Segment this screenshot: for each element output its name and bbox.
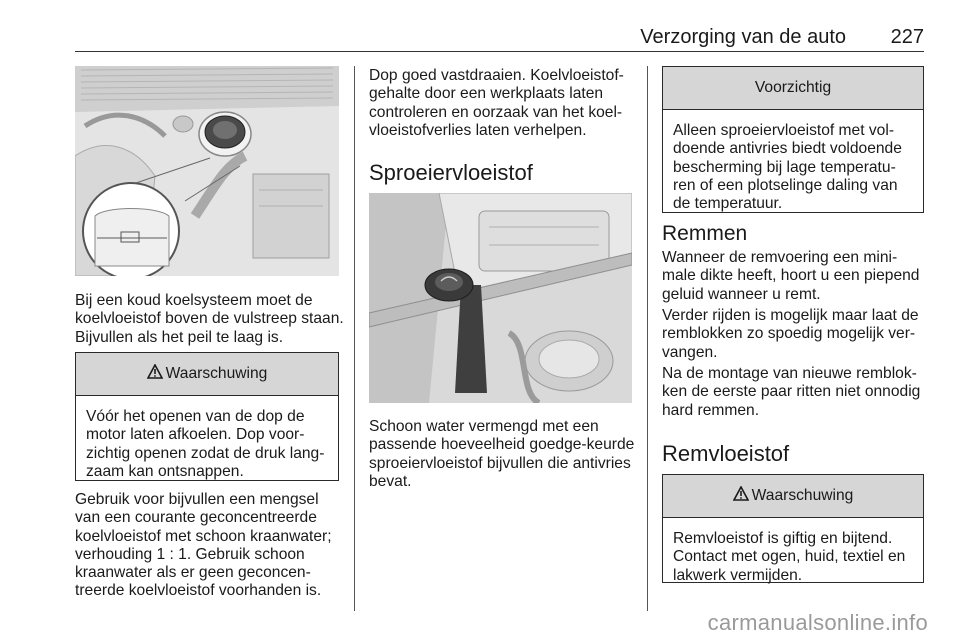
warning-box-coolant [75, 352, 339, 481]
warning-box-text-brake: Remvloeistof is giftig en bijtend. Contact met ogen, huid, textiel en lakwerk vermijden. [673, 530, 906, 584]
warning-box-title-brake: Waarschuwing [751, 487, 854, 504]
header-rule [75, 51, 924, 52]
coolant-mixture-paragraph: Gebruik voor bijvullen een mengsel van een courante geconcentreerde koelvloeistof met schoon kraanwater; verhouding 1 : 1. Gebruik schoon kraanwater als er geen geconcen-treerde koelvloeistof voorhanden is. [75, 491, 332, 600]
caution-box-header [663, 67, 923, 110]
warning-box-text: Vóór het openen van de dop de motor laten afkoelen. Dop voor-zichtig openen zodat de druk lang-zaam kan ontsnappen. [86, 408, 325, 480]
warning-box-title: Waarschuwing [165, 365, 268, 382]
caution-box-title: Voorzichtig [754, 79, 832, 96]
washer-reservoir-illustration [369, 193, 632, 403]
warning-box-header [76, 353, 338, 396]
brakes-paragraph-1: Wanneer de remvoering een mini-male dikte heeft, hoort u een piepend geluid wanneer u remt. [662, 249, 920, 303]
column-divider-1 [354, 66, 355, 611]
section-title: Verzorging van de auto [640, 26, 846, 48]
coolant-reservoir-illustration [75, 66, 339, 276]
brake-fluid-heading: Remvloeistof [662, 441, 790, 466]
warning-box-header-brake [663, 475, 923, 518]
coolant-cap-paragraph: Dop goed vastdraaien. Koelvloeistof-gehalte door een werkplaats laten controleren en oorzaak van het koel-vloeistofverlies laten verhelpen. [369, 67, 624, 139]
watermark: carmanualsonline.info [707, 610, 928, 635]
washer-fluid-heading: Sproeiervloeistof [369, 160, 533, 185]
warning-triangle-icon [733, 486, 749, 506]
coolant-level-paragraph: Bij een koud koelsysteem moet de koelvloeistof boven de vulstreep staan. Bijvullen als het peil te laag is. [75, 292, 344, 346]
brakes-paragraph-2: Verder rijden is mogelijk maar laat de remblokken zo spoedig mogelijk ver-vangen. [662, 307, 919, 361]
warning-triangle-icon [147, 364, 163, 384]
column-divider-2 [647, 66, 648, 611]
page-number: 227 [890, 26, 924, 48]
caution-box-washer [662, 66, 924, 213]
brakes-paragraph-3: Na de montage van nieuwe remblok-ken de eerste paar ritten niet onnodig hard remmen. [662, 365, 921, 419]
washer-fluid-paragraph: Schoon water vermengd met een passende hoeveelheid goedge-keurde sproeiervloeistof bijvullen die antivries bevat. [369, 418, 635, 490]
brakes-heading: Remmen [662, 222, 748, 245]
warning-box-brake-fluid [662, 474, 924, 583]
caution-box-text: Alleen sproeiervloeistof met vol-doende antivries biedt voldoende bescherming bij lage temperatu-ren of een plotselinge daling van de temperatuur. [673, 122, 902, 213]
